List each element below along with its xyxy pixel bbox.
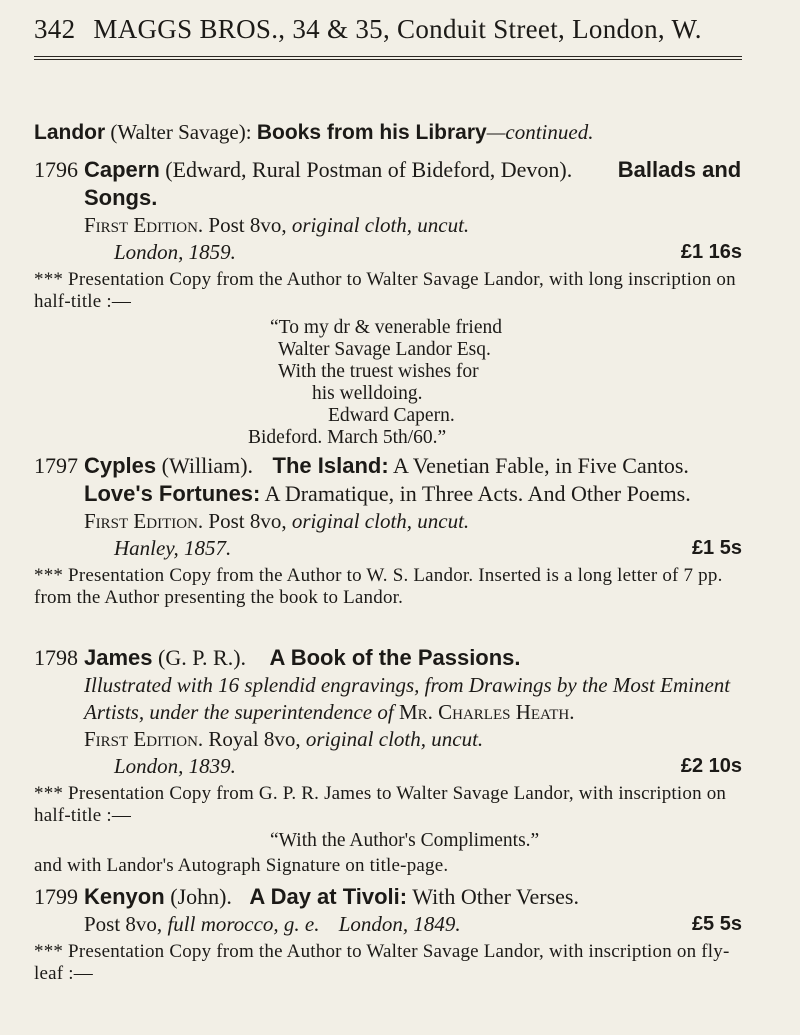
lot-number: 1799 — [34, 884, 78, 909]
binding: original cloth, uncut. — [291, 213, 470, 237]
header-text: MAGGS BROS., 34 & 35, Conduit Street, London, W. — [93, 14, 702, 44]
header-rule-thin — [34, 59, 742, 60]
entry-note: *** Presentation Copy from the Author to W. S. Landor. Inserted is a long letter of 7 pp. from the Author presenting the book to Landor. — [34, 565, 723, 608]
inscription-line: his welldoing. — [312, 383, 423, 404]
inscription-line: Walter Savage Landor Esq. — [278, 339, 491, 360]
entry-author: Capern — [84, 157, 160, 182]
entry-note: *** Presentation Copy from the Author to Walter Savage Landor, with long inscription on half-title :— — [34, 269, 736, 312]
entry-title-rest: A Venetian Fable, in Five Cantos. — [388, 453, 689, 478]
entry-note-2: and with Landor's Autograph Signature on title-page. — [34, 855, 449, 876]
entry-1799 — [34, 883, 742, 985]
format: Post 8vo, — [203, 509, 292, 533]
section-heading — [34, 120, 593, 145]
edition: First Edition. — [84, 727, 204, 751]
format: Royal 8vo, — [203, 727, 306, 751]
entry-heading — [34, 156, 742, 212]
edition-line — [34, 911, 742, 938]
entry-author: Kenyon — [84, 884, 165, 909]
edition-line — [34, 726, 742, 753]
entry-author-rest: (William). — [156, 453, 254, 478]
illustrated-text: Illustrated with 16 splendid engravings, from Drawings by the Most Eminent Artists, under the superintendence of — [84, 673, 731, 724]
running-header — [34, 14, 774, 45]
illustrated-name: Mr. Charles Heath. — [393, 700, 575, 724]
binding: original cloth, uncut. — [305, 727, 484, 751]
entry-title-rest: With Other Verses. — [407, 884, 579, 909]
entry-author: James — [84, 645, 153, 670]
price: £2 10s — [680, 755, 742, 777]
imprint-line — [34, 535, 742, 562]
section-author: Landor — [34, 121, 106, 144]
inscription-line: Edward Capern. — [328, 405, 455, 426]
inscription-line: “To my dr & venerable friend — [270, 317, 503, 338]
entry-1797 — [34, 452, 742, 609]
illustration-note — [34, 672, 742, 726]
page-number: 342 — [34, 14, 76, 44]
entry-author-rest: (G. P. R.). — [152, 645, 247, 670]
entry-author-rest: (Edward, Rural Postman of Bideford, Devon). — [159, 157, 573, 182]
price: £1 5s — [691, 537, 742, 559]
entry-title-2: Love's Fortunes: — [84, 481, 261, 506]
format: Post 8vo, — [203, 213, 292, 237]
imprint: Hanley, 1857. — [114, 536, 232, 560]
entry-author-rest: (John). — [164, 884, 232, 909]
price: £1 16s — [680, 241, 742, 263]
imprint: London, 1839. — [114, 754, 236, 778]
binding: original cloth, uncut. — [291, 509, 470, 533]
inscription: “With the Author's Compliments.” — [270, 830, 540, 851]
format: Post 8vo, — [84, 912, 168, 936]
imprint-line — [34, 753, 742, 780]
inscription-line: With the truest wishes for — [278, 361, 479, 382]
lot-number: 1798 — [34, 645, 78, 670]
binding: full morocco, g. e. — [167, 912, 320, 936]
section-author-rest: (Walter Savage): — [105, 120, 257, 144]
inscription-line: Bideford. March 5th/60.” — [248, 427, 447, 448]
edition-line — [34, 508, 742, 535]
entry-heading — [34, 644, 742, 672]
entry-title: A Day at Tivoli: — [249, 884, 408, 909]
section-continued: —continued. — [486, 120, 594, 144]
entry-1798 — [34, 644, 742, 877]
entry-note: *** Presentation Copy from the Author to Walter Savage Landor, with inscription on fly-leaf :— — [34, 941, 730, 984]
entry-note: *** Presentation Copy from G. P. R. James to Walter Savage Landor, with inscription on half-title :— — [34, 783, 727, 826]
edition-line — [34, 212, 742, 239]
edition: First Edition. — [84, 213, 204, 237]
entry-author: Cyples — [84, 453, 157, 478]
entry-title: Ballads and Songs. — [84, 157, 742, 210]
lot-number: 1796 — [34, 157, 78, 182]
entry-1796 — [34, 156, 742, 449]
lot-number: 1797 — [34, 453, 78, 478]
header-rule — [34, 56, 742, 57]
edition: First Edition. — [84, 509, 204, 533]
price: £5 5s — [691, 913, 742, 935]
imprint: London, 1859. — [114, 240, 236, 264]
entry-heading — [34, 452, 742, 508]
inscription — [34, 317, 742, 449]
imprint: London, 1849. — [338, 912, 461, 936]
entry-title: A Book of the Passions. — [269, 645, 521, 670]
imprint-line — [34, 239, 742, 266]
section-title: Books from his Library — [256, 121, 487, 144]
entry-title: The Island: — [272, 453, 389, 478]
entry-heading — [34, 883, 742, 911]
entry-title-2-rest: A Dramatique, in Three Acts. And Other Poems. — [260, 481, 691, 506]
